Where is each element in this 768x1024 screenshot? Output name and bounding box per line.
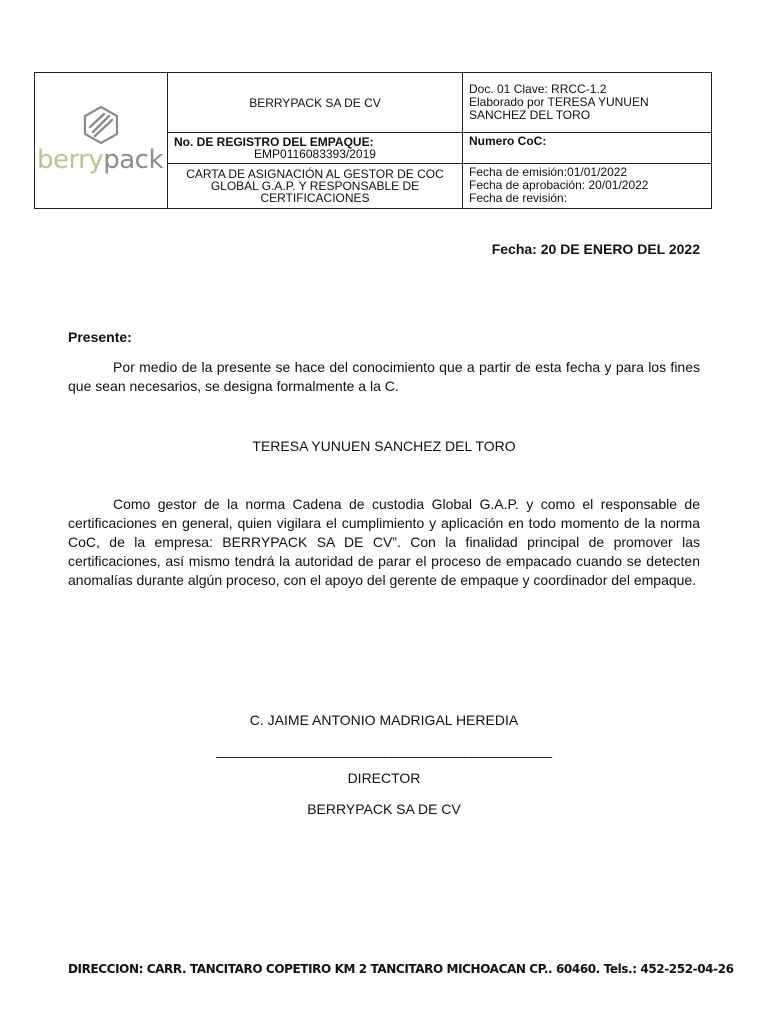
fecha-emision: Fecha de emisión:01/01/2022	[469, 165, 628, 180]
footer-address: DIRECCION: CARR. TANCITARO COPETIRO KM 2 TANCITARO MICHOACAN CP.. 60460. Tels.: 452-252-04-26	[68, 962, 734, 976]
signer-company: BERRYPACK SA DE CV	[307, 801, 461, 817]
carta-title: CARTA DE ASIGNACIÓN AL GESTOR DE COC GLOBAL G.A.P. Y RESPONSABLE DE CERTIFICACIONES	[168, 163, 463, 208]
header-company-name: BERRYPACK SA DE CV	[249, 95, 381, 110]
logo-stripe	[90, 114, 104, 127]
registro-value: EMP0116083393/2019	[254, 147, 376, 162]
coc-label: Numero CoC:	[463, 133, 712, 163]
berrypack-logo	[37, 105, 165, 177]
designee-name: TERESA YUNUEN SANCHEZ DEL TORO	[252, 438, 516, 454]
paragraph-body: Como gestor de la norma Cadena de custodia Global G.A.P. y como el responsable de certificaciones en general, quien vigilara el cumplimiento y aplicación en todo momento de la norma CoC, de la empresa: BERRYPACK SA DE CV”. Con la finalidad principal de promover las certificaciones, así mismo tendrá la autoridad de parar el proceso de empacado cuando se detecten anomalías durante algún proceso, con el apoyo del gerente de empaque y coordinador del empaque.	[68, 496, 700, 588]
doc-elaborado: Elaborado por TERESA YUNUEN SANCHEZ DEL TORO	[469, 95, 649, 123]
fecha-revision: Fecha de revisión:	[469, 191, 568, 206]
registro-label: No. DE REGISTRO DEL EMPAQUE:	[174, 135, 374, 150]
logo-cell	[35, 73, 168, 209]
logo-text: berrypack	[37, 144, 164, 175]
signature-line: ______________________________________________	[216, 742, 552, 758]
fecha-aprobacion: Fecha de aprobación: 20/01/2022	[469, 178, 649, 193]
registro-cell	[168, 133, 463, 163]
paragraph-intro: Por medio de la presente se hace del conocimiento que a partir de esta fecha y para los fines que sean necesarios, se designa formalmente a la C.	[68, 359, 700, 394]
letter-date: Fecha: 20 DE ENERO DEL 2022	[491, 241, 700, 257]
signer-role: DIRECTOR	[347, 770, 421, 786]
signer-name: C. JAIME ANTONIO MADRIGAL HEREDIA	[249, 712, 519, 728]
salutation: Presente:	[68, 329, 132, 345]
company-name-cell	[168, 73, 463, 133]
document-header-table	[34, 72, 712, 209]
doc-clave: Doc. 01 Clave: RRCC-1.2	[469, 82, 607, 97]
fechas-cell	[463, 163, 712, 208]
doc-info-cell	[463, 73, 712, 133]
